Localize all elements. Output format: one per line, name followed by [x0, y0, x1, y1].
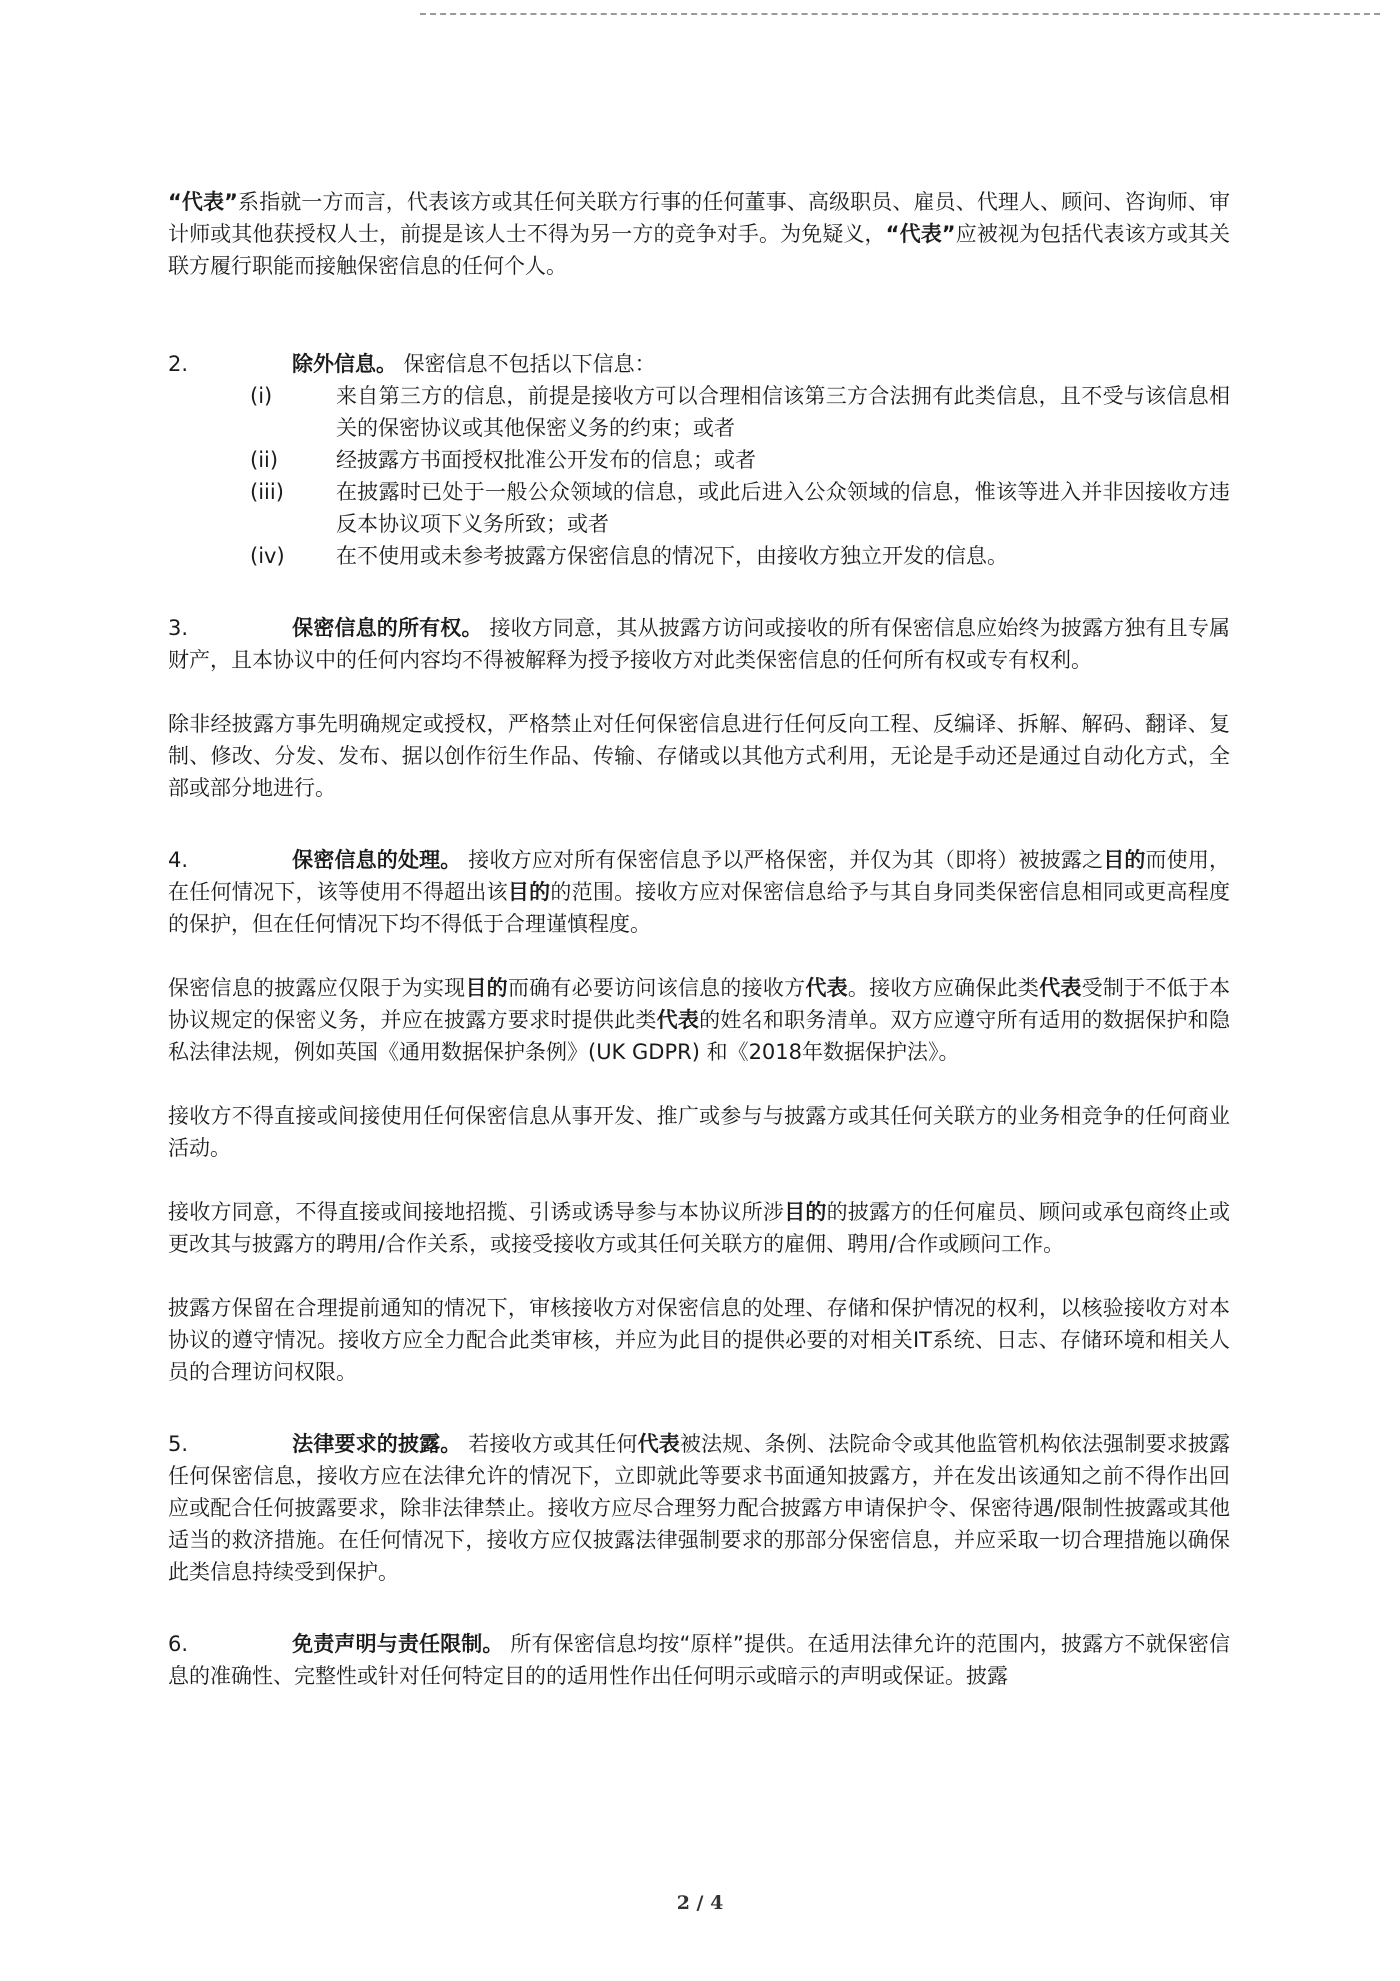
section-title: 免责声明与责任限制。: [292, 1632, 504, 1656]
section-number: 6.: [168, 1632, 189, 1656]
document-page: [168, 186, 1230, 1692]
list-item: (i) 来自第三方的信息，前提是接收方可以合理相信该第三方合法拥有此类信息，且不受与该信息相关的保密协议或其他保密义务的约束；或者: [250, 384, 1230, 440]
page-number: 2 / 4: [676, 1892, 724, 1914]
section-3: [168, 612, 1230, 804]
section-number: 2.: [168, 352, 189, 376]
section-body: 3. 保密信息的所有权。 接收方同意，其从披露方访问或接收的所有保密信息应始终为披露方独有且专属财产，且本协议中的任何内容均不得被解释为授予接收方对此类保密信息的任何所有权或专有权利。: [168, 612, 1230, 676]
defined-term: “代表”: [168, 190, 238, 214]
section-title: 法律要求的披露。: [292, 1432, 462, 1456]
paragraph: 披露方保留在合理提前通知的情况下，审核接收方对保密信息的处理、存储和保护情况的权利，以核验接收方对本协议的遵守情况。接收方应全力配合此类审核，并应为此目的提供必要的对相关IT系统、日志、存储环境和相关人员的合理访问权限。: [168, 1296, 1230, 1384]
paragraph: 接收方不得直接或间接使用任何保密信息从事开发、推广或参与与披露方或其任何关联方的业务相竞争的任何商业活动。: [168, 1104, 1230, 1160]
list-item: (iii) 在披露时已处于一般公众领域的信息，或此后进入公众领域的信息，惟该等进入并非因接收方违反本协议项下义务所致；或者: [250, 480, 1230, 536]
list-item: (ii) 经披露方书面授权批准公开发布的信息；或者: [250, 448, 756, 472]
section-body: 6. 免责声明与责任限制。 所有保密信息均按“原样”提供。在适用法律允许的范围内，披露方不就保密信息的准确性、完整性或针对任何特定目的的适用性作出任何明示或暗示的声明或保证。披露: [168, 1628, 1230, 1692]
paragraph: 接收方同意，不得直接或间接地招揽、引诱或诱导参与本协议所涉目的的披露方的任何雇员、顾问或承包商终止或更改其与披露方的聘用/合作关系，或接受接收方或其任何关联方的雇佣、聘用/合作或顾问工作。: [168, 1200, 1231, 1256]
section-title: 除外信息。: [292, 352, 397, 376]
section-body: 4. 保密信息的处理。 接收方应对所有保密信息予以严格保密，并仅为其（即将）被披露之目的而使用，在任何情况下，该等使用不得超出该目的的范围。接收方应对保密信息给予与其自身同类保密信息相同或更高程度的保护，但在任何情况下均不得低于合理谨慎程度。: [168, 844, 1230, 940]
section-title: 保密信息的处理。: [292, 848, 462, 872]
section-number: 3.: [168, 616, 189, 640]
representative-definition: “代表”系指就一方而言，代表该方或其任何关联方行事的任何董事、高级职员、雇员、代理人、顾问、咨询师、审计师或其他获授权人士，前提是该人士不得为另一方的竞争对手。为免疑义，“代表”应被视为包括代表该方或其关联方履行职能而接触保密信息的任何个人。: [168, 190, 1231, 278]
defined-term: “代表”: [885, 222, 956, 246]
section-number: 5.: [168, 1432, 189, 1456]
paragraph: 除非经披露方事先明确规定或授权，严格禁止对任何保密信息进行任何反向工程、反编译、拆解、解码、翻译、复制、修改、分发、发布、据以创作衍生作品、传输、存储或以其他方式利用，无论是手动还是通过自动化方式，全部或部分地进行。: [168, 712, 1230, 800]
section-5: [168, 1428, 1230, 1588]
section-2: [168, 348, 1230, 572]
section-body: 5. 法律要求的披露。 若接收方或其任何代表被法规、条例、法院命令或其他监管机构依法强制要求披露任何保密信息，接收方应在法律允许的情况下，立即就此等要求书面通知披露方，并在发出该通知之前不得作出回应或配合任何披露要求，除非法律禁止。接收方应尽合理努力配合披露方申请保护令、保密待遇/限制性披露或其他适当的救济措施。在任何情况下，接收方应仅披露法律强制要求的那部分保密信息，并应采取一切合理措施以确保此类信息持续受到保护。: [168, 1428, 1230, 1588]
section-title: 保密信息的所有权。: [292, 616, 483, 640]
scan-top-line: [420, 13, 1380, 15]
list-item: (iv) 在不使用或未参考披露方保密信息的情况下，由接收方独立开发的信息。: [250, 544, 1008, 568]
paragraph: 保密信息的披露应仅限于为实现目的而确有必要访问该信息的接收方代表。接收方应确保此类代表受制于不低于本协议规定的保密义务，并应在披露方要求时提供此类代表的姓名和职务清单。双方应遵守所有适用的数据保护和隐私法律法规，例如英国《通用数据保护条例》(UK GDPR) 和《2018年数据保护法》。: [168, 976, 1231, 1064]
section-6: [168, 1628, 1230, 1692]
section-heading: 2. 除外信息。 保密信息不包括以下信息：: [168, 348, 1230, 380]
section-number: 4.: [168, 848, 189, 872]
section-4: [168, 844, 1230, 1388]
exclusion-list: [250, 380, 1230, 572]
